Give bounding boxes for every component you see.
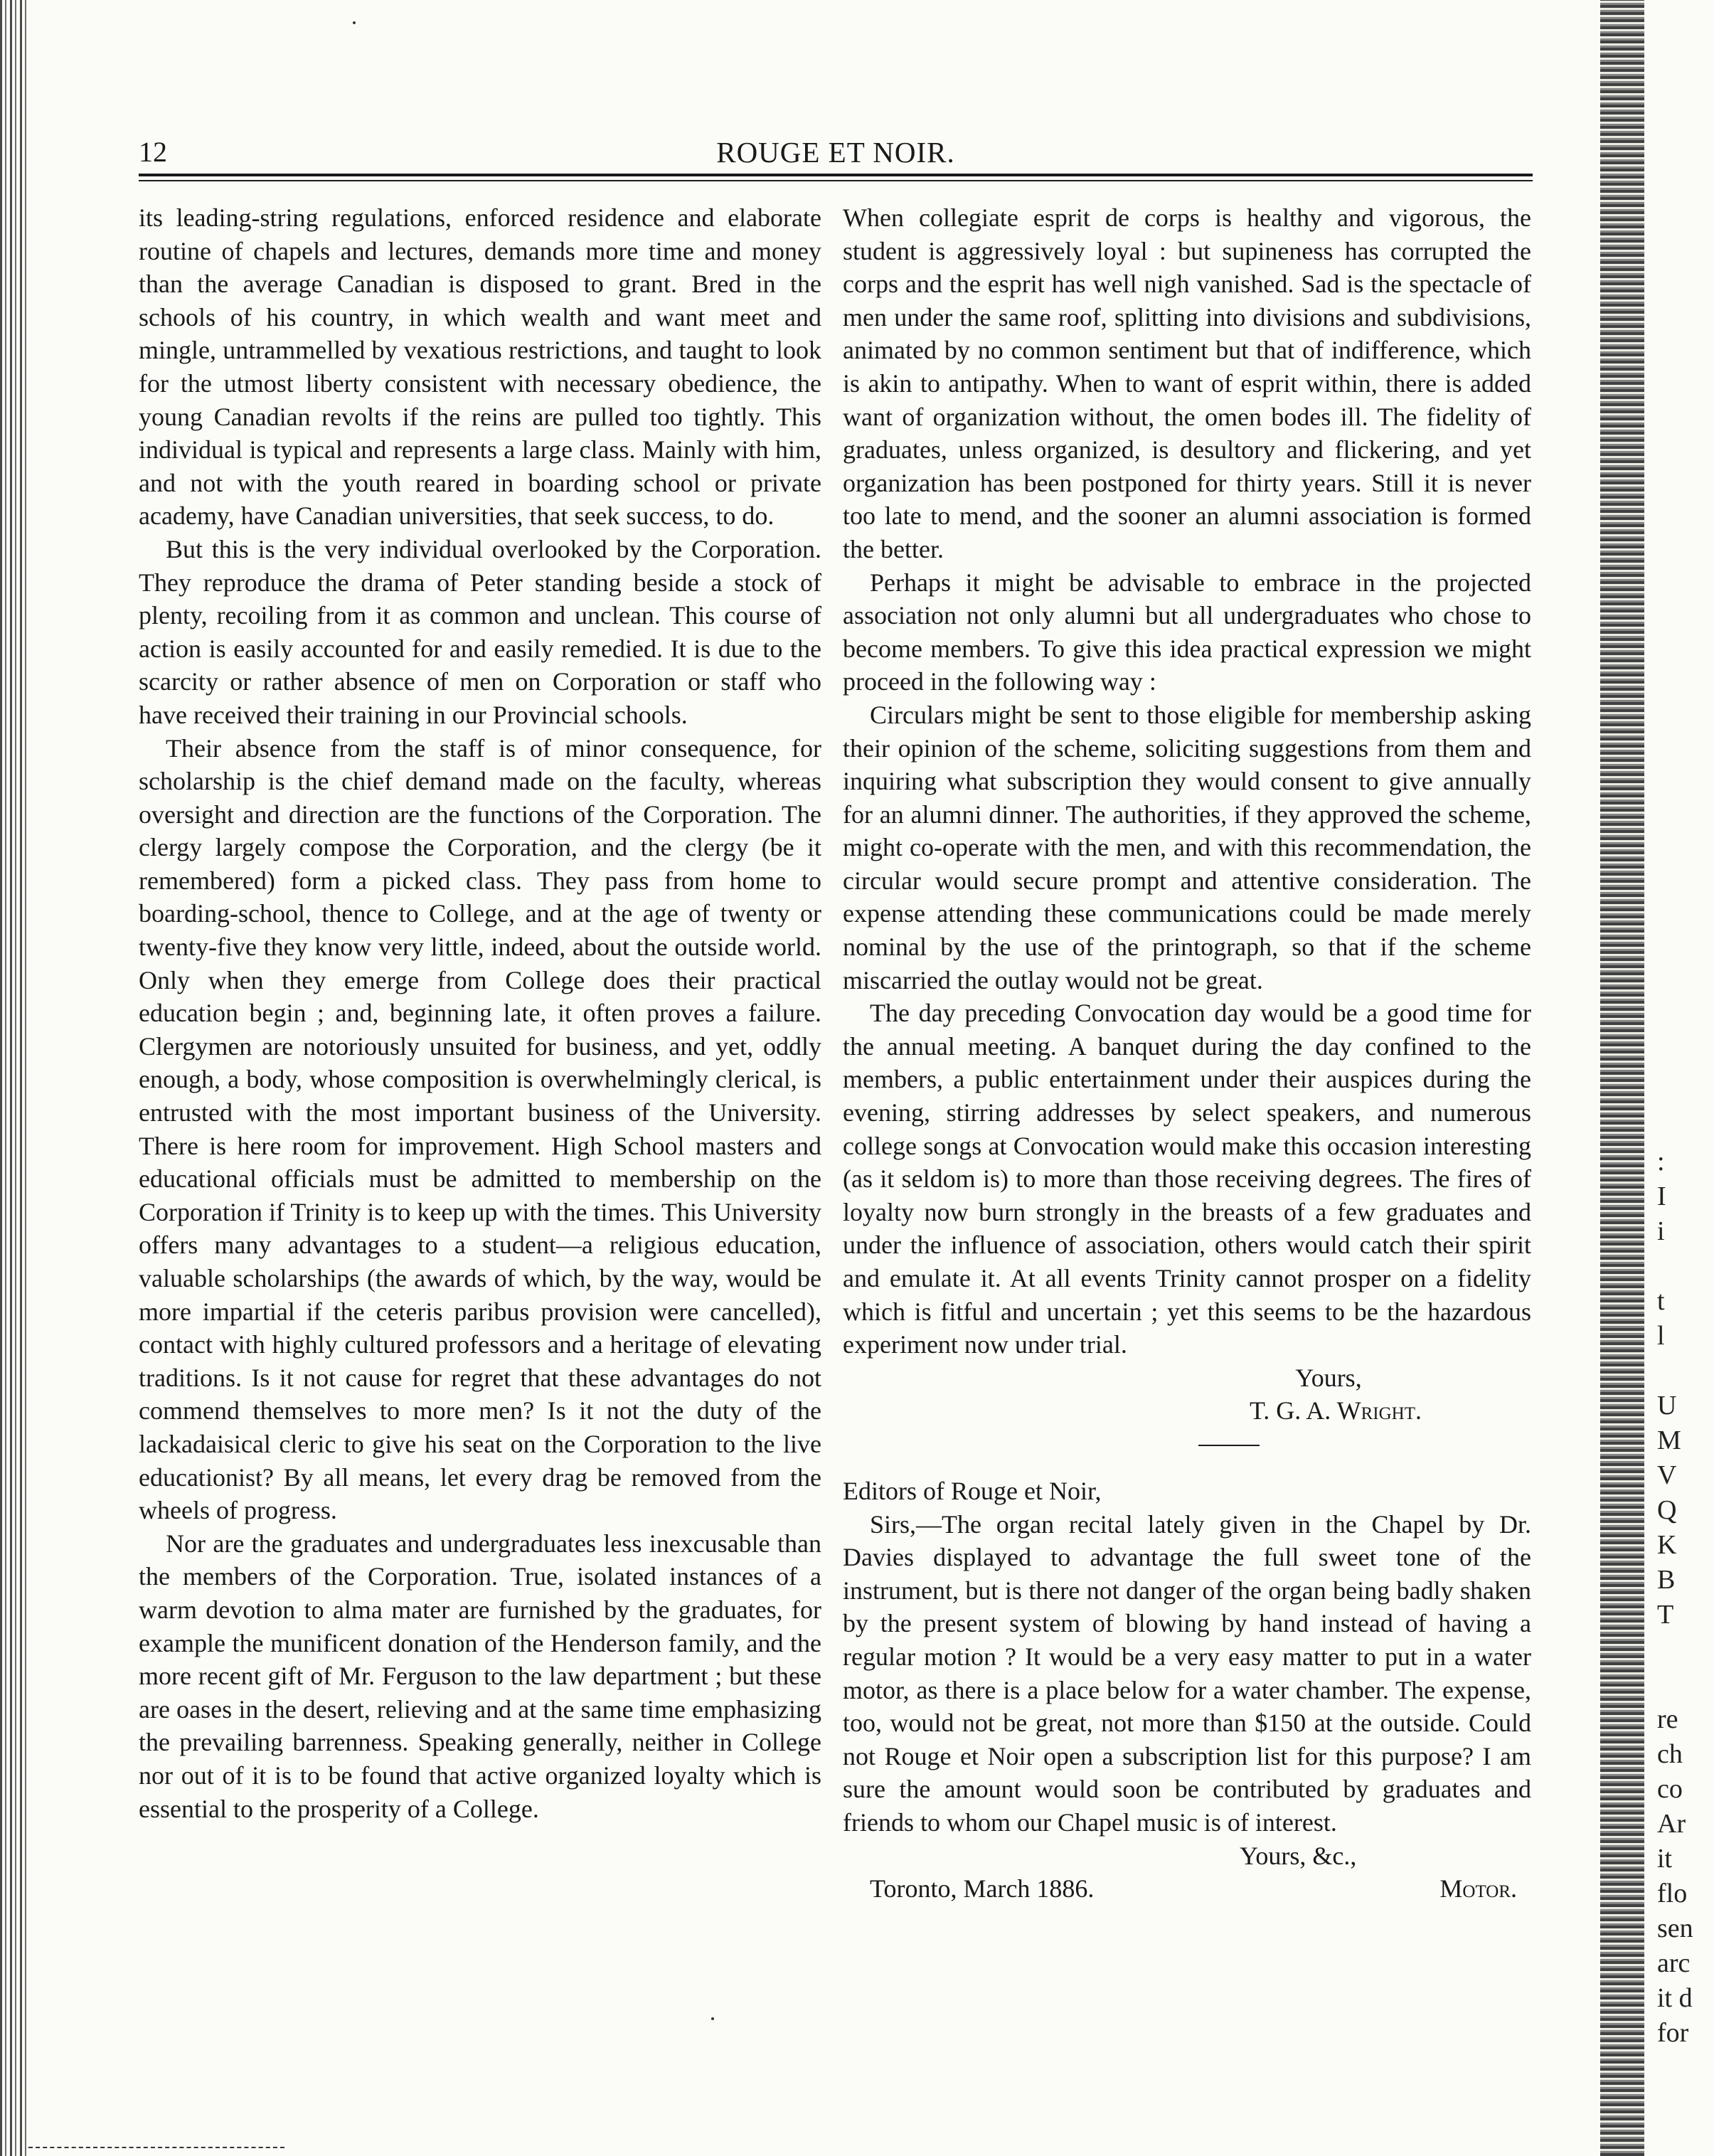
fragment-line: I <box>1657 1181 1666 1211</box>
fragment-line: it d <box>1657 1983 1693 2013</box>
print-speck <box>711 2017 714 2020</box>
fragment-line: B <box>1657 1565 1676 1595</box>
letter-signature: T. G. A. Wright. <box>1249 1396 1422 1425</box>
letter-address: Editors of Rouge et Noir, <box>843 1476 1102 1505</box>
header-rule-thin <box>139 180 1533 181</box>
page-edge-mark <box>28 2147 284 2148</box>
right-column <box>843 201 1531 1906</box>
running-head: ROUGE ET NOIR. <box>716 136 955 169</box>
fragment-line: it <box>1657 1844 1673 1874</box>
paragraph: its leading-string regulations, enforced residence and elaborate routine of chapels and lectures, demands more time and money than the average Canadian is disposed to grant. Bred in the schools of his country, in which wealth and want meet and mingle, untrammelled by vexatious restrictions, and taught to look for the utmost liberty consistent with necessary obedience, the young Canadian revolts if the reins are pulled too tightly. This individual is typical and represents a large class. Mainly with him, and not with the youth reared in boarding school or private academy, have Canadian universities, that seek success, to do. <box>139 203 821 531</box>
letter-closing-2: Yours, &c., <box>1240 1841 1357 1870</box>
letter-signature-2: Motor. <box>1439 1874 1517 1903</box>
fragment-line: ch <box>1657 1739 1683 1769</box>
adjacent-page-fragment <box>1657 1110 1714 2051</box>
paragraph: The day preceding Convocation day would be a good time for the annual meeting. A banquet during the day confined to the members, a public entertainment under their auspices during the evening, stirring addresses by select speakers, and numerous college songs at Convocation would make this occasion interesting (as it seldom is) to more than those receiving degrees. The fires of loyalty now burn strongly in the breasts of a few graduates and under the influence of association, others would catch their spirit and emulate it. At all events Trinity cannot prosper on a fidelity which is fitful and uncertain ; yet this seems to be the hazardous experiment now under trial. <box>843 999 1531 1359</box>
section-divider <box>1198 1445 1260 1446</box>
page-header <box>139 135 1533 178</box>
fragment-line: V <box>1657 1460 1677 1490</box>
fragment-line: co <box>1657 1774 1683 1804</box>
fragment-line: : <box>1657 1147 1665 1177</box>
fragment-line: i <box>1657 1216 1665 1246</box>
binding-edge-right <box>1600 0 1644 2156</box>
dateline <box>843 1872 1531 1906</box>
paragraph: Circulars might be sent to those eligible for membership asking their opinion of the scheme, soliciting suggestions from them and inquiring what subscription they would consent to give annually for an alumni dinner. The authorities, if they approved the scheme, might co-operate with the men, and with this recommendation, the circular would secure prompt and attentive consideration. The expense attending these communications could be made merely nominal by the use of the printograph, so that if the scheme miscarried the outlay would not be great. <box>843 700 1531 994</box>
place-date: Toronto, March 1886. <box>870 1874 1095 1903</box>
fragment-line <box>1657 1110 1714 1145</box>
print-speck <box>353 21 356 24</box>
fragment-line: re <box>1657 1704 1678 1734</box>
fragment-line: T <box>1657 1600 1674 1630</box>
fragment-line: l <box>1657 1321 1665 1351</box>
paragraph: But this is the very individual overlooked by the Corporation. They reproduce the drama of Peter standing beside a stock of plenty, recoiling from it as common and unclean. This course of action is easily accounted for and easily remedied. It is due to the scarcity or rather absence of men on Corporation or staff who have received their training in our Provincial schools. <box>139 534 821 729</box>
fragment-line: Q <box>1657 1495 1677 1525</box>
left-column <box>139 201 821 1825</box>
paragraph: Nor are the graduates and undergraduates less inexcusable than the members of the Corporation. True, isolated instances of a warm devotion to alma mater are furnished by the graduates, for example the munificent donation of the Henderson family, and the more recent gift of Mr. Ferguson to the law department ; but these are oases in the desert, relieving and at the same time emphasizing the prevailing barrenness. Speaking generally, neither in College nor out of it is to be found that active organized loyalty which is essential to the prosperity of a College. <box>139 1529 821 1823</box>
fragment-line <box>1657 1667 1714 1702</box>
paragraph: When collegiate esprit de corps is healthy and vigorous, the student is aggressively loyal : but supineness has corrupted the corps and the esprit has well nigh vanished. Sad is the spectacle of men under the same roof, splitting into divisions and subdivisions, animated by no common sentiment but that of indifference, which is akin to antipathy. When to want of esprit within, there is added want of organization without, the omen bodes ill. The fidelity of graduates, unless organized, is desultory and flickering, and yet organization has been postponed for thirty years. Still it is never too late to mend, and the sooner an alumni association is formed the better. <box>843 203 1531 563</box>
fragment-line: Ar <box>1657 1809 1686 1839</box>
fragment-line <box>1657 1632 1714 1667</box>
header-rule <box>139 174 1533 176</box>
letter-closing: Yours, <box>1295 1363 1362 1392</box>
paragraph: Perhaps it might be advisable to embrace in the projected association not only alumni but all undergraduates who chose to become members. To give this idea practical expression we might proceed in the following way : <box>843 568 1531 696</box>
paragraph: Their absence from the staff is of minor consequence, for scholarship is the chief demand made on the faculty, whereas oversight and direction are the functions of the Corporation. The clergy largely compose the Corporation, and the clergy (be it remembered) form a picked class. They pass from home to boarding-school, thence to College, and at the age of twenty or twenty-five they know very little, indeed, about the outside world. Only when they emerge from College does their practical education begin ; and, beginning late, it often proves a failure. Clergymen are notoriously unsuited for business, and yet, oddly enough, a body, whose composition is overwhelmingly clerical, is entrusted with the most important business of the University. There is here room for improvement. High School masters and educational officials must be admitted to membership on the Corporation if Trinity is to keep up with the times. This University offers many advantages to a student—a religious education, valuable scholarships (the awards of which, by the way, would be more impartial if the ceteris paribus provision were cancelled), contact with highly cultured professors and a heritage of elevating traditions. Is it not cause for regret that these advantages do not commend themselves to more men? Is it not the duty of the lackadaisical cleric to give his seat on the Corporation to the live educationist? By all means, let every drag be removed from the wheels of progress. <box>139 733 821 1525</box>
fragment-line: flo <box>1657 1879 1688 1908</box>
fragment-line <box>1657 1249 1714 1284</box>
fragment-line: for <box>1657 2018 1689 2048</box>
fragment-line: arc <box>1657 1948 1691 1978</box>
fragment-line: K <box>1657 1530 1677 1560</box>
letter-body: Sirs,—The organ recital lately given in the Chapel by Dr. Davies displayed to advantage the full sweet tone of the instrument, but is there not danger of the organ being badly shaken by the present system of blowing by hand instead of having a regular motion ? It would be a very easy matter to put in a water motor, as there is a place below for a water chamber. The expense, too, would not be great, not more than $150 at the outside. Could not Rouge et Noir open a subscription list for this purpose? I am sure the amount would soon be contributed by graduates and friends to whom our Chapel music is of interest. <box>843 1509 1531 1837</box>
fragment-line: t <box>1657 1286 1665 1316</box>
fragment-line <box>1657 1354 1714 1388</box>
fragment-line: M <box>1657 1425 1681 1455</box>
binding-edge-left <box>0 0 27 2156</box>
fragment-line: U <box>1657 1391 1677 1420</box>
fragment-line: sen <box>1657 1913 1693 1943</box>
page-number: 12 <box>139 136 167 168</box>
